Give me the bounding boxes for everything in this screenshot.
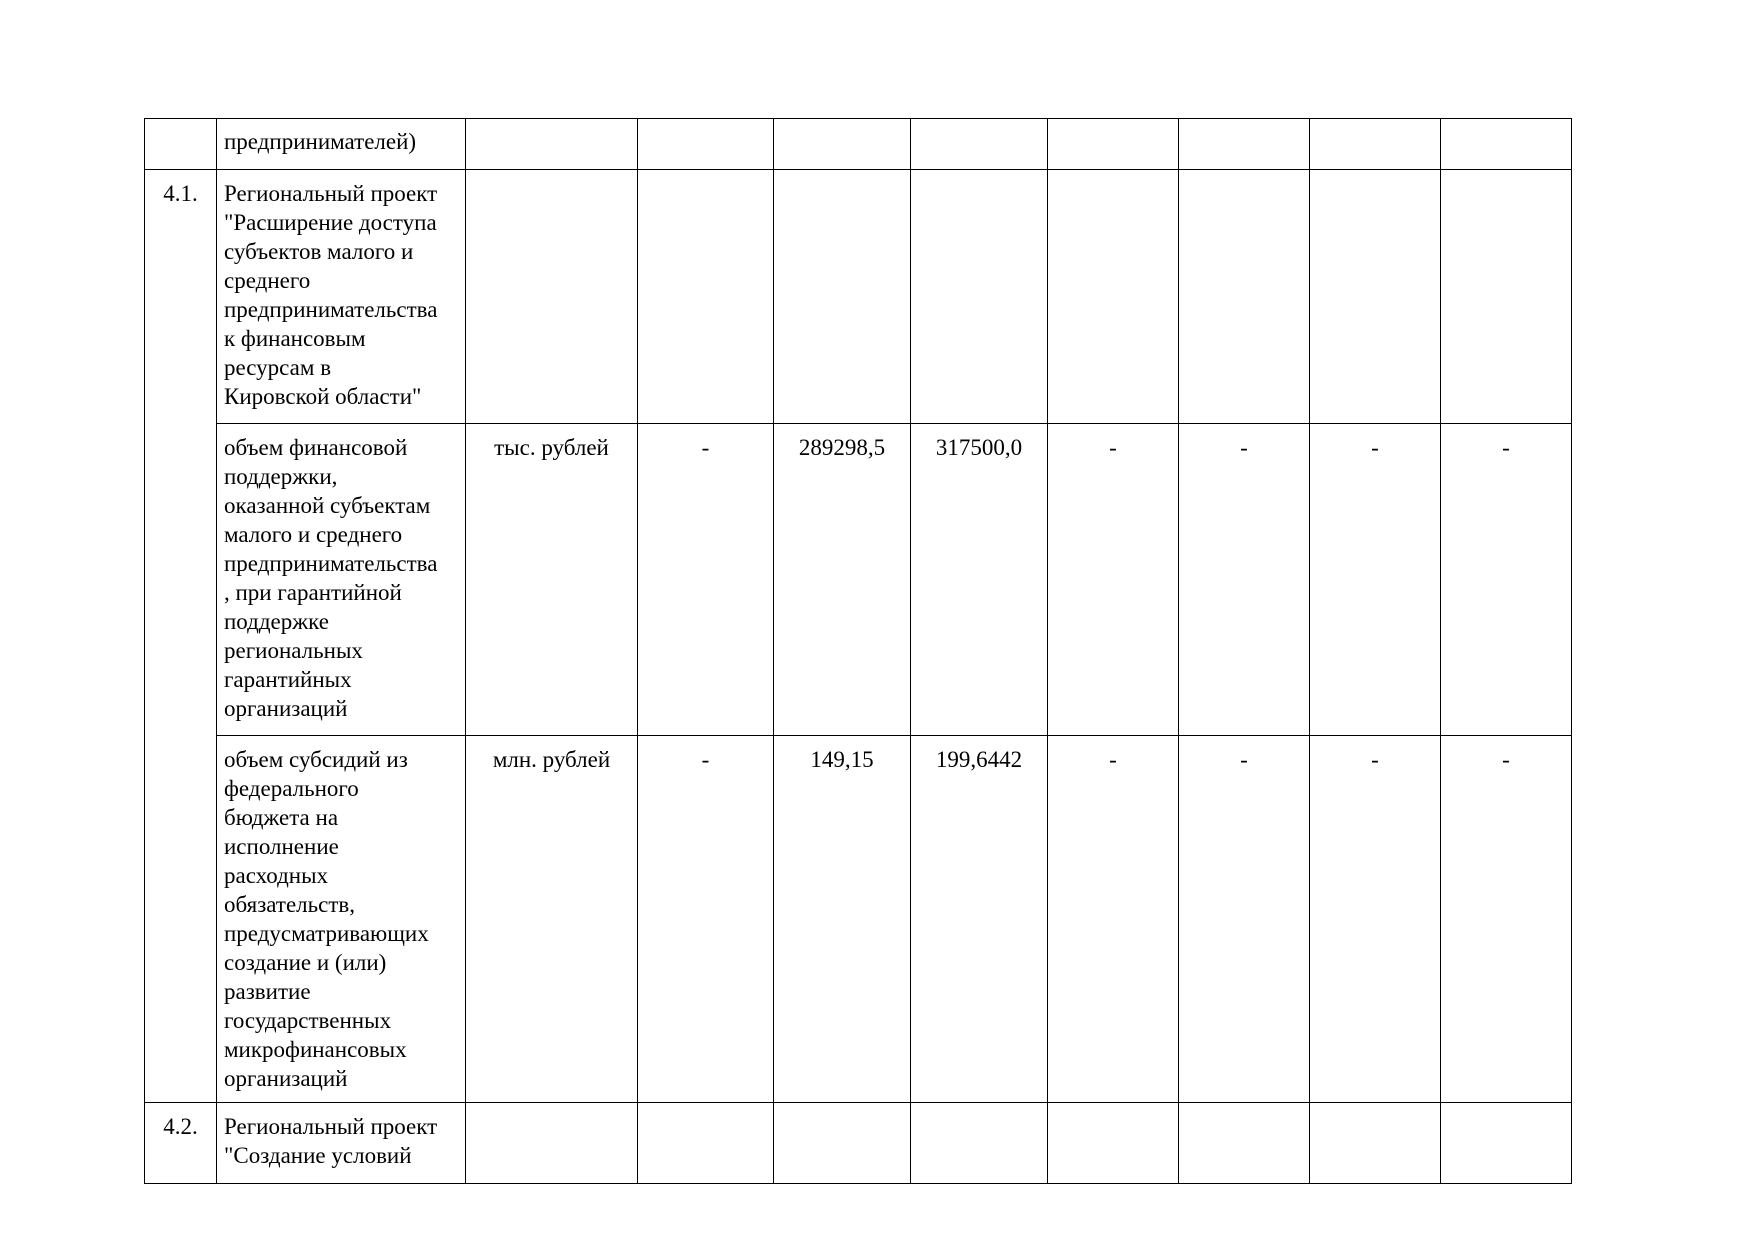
value-cell: 289298,5: [774, 424, 911, 736]
name-line: организаций: [224, 696, 348, 721]
value-cell: -: [1441, 424, 1572, 736]
value-cell: -: [1441, 736, 1572, 1103]
value-cell: [1310, 119, 1441, 170]
value-cell: [1441, 170, 1572, 424]
value-cell: [1441, 119, 1572, 170]
value-cell: [1310, 170, 1441, 424]
name-line: предпринимателей): [224, 129, 417, 154]
value-cell: [911, 1103, 1048, 1184]
name-line: малого и среднего: [224, 522, 403, 547]
value-cell: [911, 119, 1048, 170]
name-cell: [217, 1103, 466, 1184]
value-cell: [638, 1103, 774, 1184]
name-line: Региональный проект: [224, 1114, 438, 1139]
name-line: "Расширение доступа: [224, 210, 437, 235]
value-cell: -: [638, 424, 774, 736]
name-line: "Создание условий: [224, 1143, 412, 1168]
value-cell: -: [1048, 736, 1179, 1103]
value-cell: 317500,0: [911, 424, 1048, 736]
name-cell: [217, 170, 466, 424]
table-row: [145, 170, 1572, 424]
name-line: ресурсам в: [224, 355, 332, 380]
value-cell: [774, 170, 911, 424]
name-line: объем субсидий из: [224, 747, 408, 772]
value-cell: [774, 119, 911, 170]
name-line: региональных: [224, 638, 363, 663]
name-cell: [217, 736, 466, 1103]
value-cell: -: [1179, 424, 1310, 736]
value-cell: 149,15: [774, 736, 911, 1103]
name-line: бюджета на: [224, 805, 339, 830]
value-cell: [1048, 119, 1179, 170]
name-line: оказанной субъектам: [224, 493, 431, 518]
table-row: [145, 1103, 1572, 1184]
unit-cell: [466, 119, 638, 170]
value-cell: [1179, 119, 1310, 170]
name-line: обязательств,: [224, 892, 356, 917]
table-row: [145, 119, 1572, 170]
name-line: государственных: [224, 1008, 392, 1033]
name-line: микрофинансовых: [224, 1037, 407, 1062]
table-row: [145, 424, 1572, 736]
value-cell: [638, 119, 774, 170]
name-cell: [217, 119, 466, 170]
value-cell: 199,6442: [911, 736, 1048, 1103]
unit-cell: млн. рублей: [466, 736, 638, 1103]
name-line: , при гарантийной: [224, 580, 402, 605]
value-cell: [1179, 170, 1310, 424]
name-line: создание и (или): [224, 950, 387, 975]
row-number-cell: [145, 1103, 217, 1184]
row-number-cell: [145, 170, 217, 1103]
row-number: 4.1.: [163, 181, 198, 206]
value-cell: -: [1310, 424, 1441, 736]
row-number-cell: [145, 119, 217, 170]
value-cell: -: [1048, 424, 1179, 736]
name-line: расходных: [224, 863, 329, 888]
name-line: исполнение: [224, 834, 339, 859]
indicators-table: [144, 118, 1572, 1184]
value-cell: [1048, 170, 1179, 424]
name-line: развитие: [224, 979, 311, 1004]
name-line: организаций: [224, 1066, 348, 1091]
value-cell: [911, 170, 1048, 424]
value-cell: [1048, 1103, 1179, 1184]
name-line: гарантийных: [224, 667, 352, 692]
unit-cell: [466, 1103, 638, 1184]
name-line: среднего: [224, 268, 311, 293]
row-number: 4.2.: [163, 1114, 198, 1139]
value-cell: [638, 170, 774, 424]
value-cell: [774, 1103, 911, 1184]
name-line: предпринимательства: [224, 551, 438, 576]
unit-cell: [466, 170, 638, 424]
table-row: [145, 736, 1572, 1103]
value-cell: -: [1310, 736, 1441, 1103]
value-cell: -: [638, 736, 774, 1103]
name-line: к финансовым: [224, 326, 366, 351]
name-line: поддержке: [224, 609, 329, 634]
name-line: субъектов малого и: [224, 239, 414, 264]
name-line: предпринимательства: [224, 297, 438, 322]
value-cell: [1441, 1103, 1572, 1184]
value-cell: [1179, 1103, 1310, 1184]
value-cell: [1310, 1103, 1441, 1184]
name-line: предусматривающих: [224, 921, 429, 946]
name-line: поддержки,: [224, 464, 338, 489]
name-line: Кировской области": [224, 384, 422, 409]
name-line: федерального: [224, 776, 359, 801]
name-line: Региональный проект: [224, 181, 438, 206]
name-line: объем финансовой: [224, 435, 408, 460]
unit-cell: тыс. рублей: [466, 424, 638, 736]
value-cell: -: [1179, 736, 1310, 1103]
name-cell: [217, 424, 466, 736]
